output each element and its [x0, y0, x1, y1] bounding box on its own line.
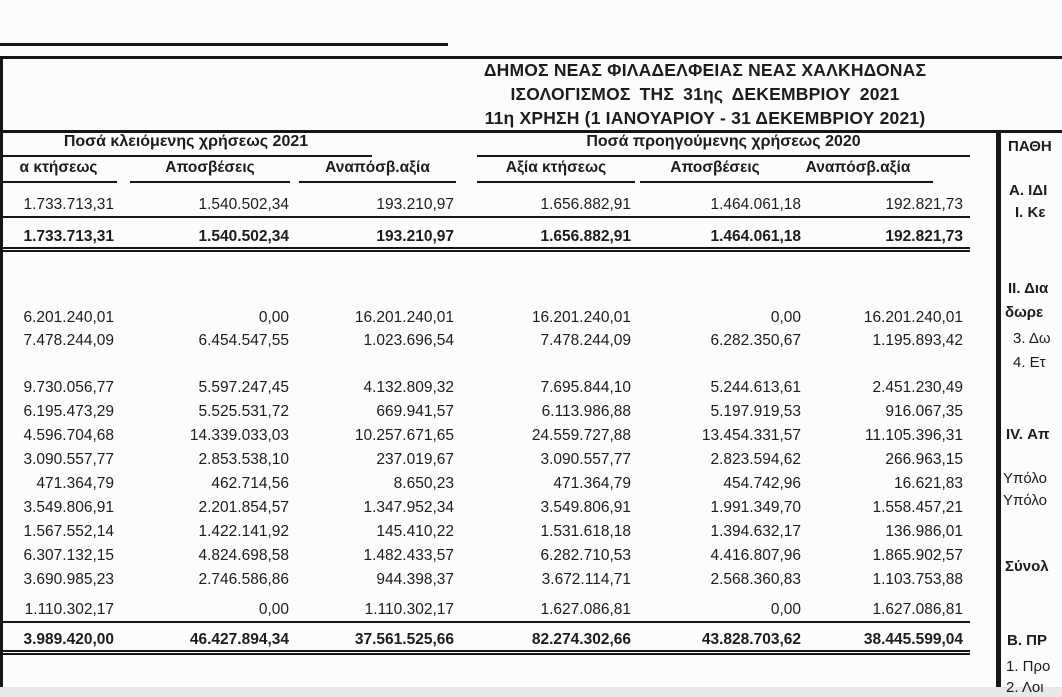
liabilities-panel-item: IV. Απ: [1006, 426, 1050, 443]
amount-cell: 7.478.244,09: [23, 332, 114, 349]
amount-cell: 82.274.302,66: [456, 629, 635, 655]
amount-cell: 916.067,35: [885, 403, 963, 420]
amount-cell: 266.963,15: [885, 451, 963, 468]
amount-cell: 6.282.710,53: [540, 547, 631, 564]
table-row: [0, 497, 970, 521]
liabilities-panel-item: Υπόλο: [1003, 492, 1048, 509]
table-row: [0, 545, 970, 569]
amount-cell: 9.730.056,77: [23, 379, 114, 396]
liabilities-panel-item: Α. ΙΔΙ: [1009, 182, 1048, 199]
amount-cell: 0,00: [258, 309, 289, 326]
amount-cell: 6.454.547,55: [198, 332, 289, 349]
amount-cell: 6.307.132,15: [23, 547, 114, 564]
liabilities-panel-item: δωρε: [1005, 304, 1044, 321]
liabilities-panel-item: Σύνολ: [1005, 558, 1049, 575]
amount-cell: 16.201.240,01: [863, 309, 963, 326]
amount-cell: 6.113.986,88: [541, 403, 631, 420]
amount-cell: 1.110.302,17: [291, 599, 456, 623]
column-header-net-value-2021: Αναπόσβ.αξία: [299, 157, 456, 183]
amount-cell: 4.596.704,68: [23, 427, 114, 444]
amount-cell: 5.597.247,45: [198, 379, 289, 396]
table-total-row: [0, 226, 970, 250]
amount-cell: 1.023.696,54: [363, 332, 454, 349]
amount-cell: 7.478.244,09: [540, 332, 631, 349]
amount-cell: 37.561.525,66: [291, 629, 456, 655]
document-title: [355, 58, 1055, 130]
amount-cell: 193.210,97: [291, 194, 456, 218]
amount-cell: 1.195.893,42: [872, 332, 963, 349]
fiscal-period-line: 11η ΧΡΗΣΗ (1 ΙΑΝΟΥΑΡΙΟΥ - 31 ΔΕΚΕΜΒΡΙΟΥ 2021): [484, 108, 926, 128]
column-header-depreciation-2021: Αποσβέσεις: [130, 157, 290, 183]
top-partial-horizontal-rule: [0, 43, 448, 46]
amount-cell: 7.695.844,10: [540, 379, 631, 396]
amount-cell: 3.549.806,91: [540, 499, 631, 516]
amount-cell: 1.464.061,18: [635, 226, 806, 252]
column-header-net-value-2020: Αναπόσβ.αξία: [783, 157, 933, 183]
table-row: [0, 307, 970, 331]
amount-cell: 4.416.807,96: [710, 547, 801, 564]
amount-cell: 237.019,67: [376, 451, 454, 468]
amount-cell: 0,00: [117, 599, 291, 623]
previous-year-group-header: Ποσά προηγούμενης χρήσεως 2020: [477, 133, 970, 157]
amount-cell: 11.105.396,31: [865, 427, 963, 444]
amount-cell: 24.559.727,88: [531, 427, 631, 444]
amount-cell: 2.853.538,10: [198, 451, 289, 468]
table-row: [0, 599, 970, 623]
amount-cell: 2.568.360,83: [710, 571, 801, 588]
liabilities-separator-vertical-rule: [996, 130, 1001, 687]
amount-cell: 6.195.473,29: [23, 403, 114, 420]
amount-cell: 46.427.894,34: [117, 629, 291, 655]
amount-cell: 13.454.331,57: [701, 427, 801, 444]
amount-cell: 1.733.713,31: [0, 194, 117, 218]
liabilities-panel-header: ΠΑΘΗ: [1008, 138, 1052, 155]
amount-cell: 1.567.552,14: [23, 523, 114, 540]
amount-cell: 192.821,73: [806, 226, 970, 252]
amount-cell: 1.347.952,34: [363, 499, 454, 516]
amount-cell: 1.110.302,17: [0, 599, 117, 623]
liabilities-panel-item: Υπόλο: [1003, 470, 1048, 487]
amount-cell: 1.540.502,34: [117, 194, 291, 218]
amount-cell: 5.244.613,61: [710, 379, 801, 396]
amount-cell: 1.482.433,57: [363, 547, 454, 564]
table-row: [0, 473, 970, 497]
amount-cell: 136.986,01: [885, 523, 963, 540]
table-row: [0, 377, 970, 401]
amount-cell: 1.733.713,31: [0, 226, 117, 252]
liabilities-panel-item: 2. Λοι: [1006, 679, 1044, 696]
table-row: [0, 330, 970, 354]
amount-cell: 1.558.457,21: [872, 499, 963, 516]
liabilities-panel-item: ΙΙ. Δια: [1008, 280, 1049, 297]
liabilities-panel-item: Β. ΠΡ: [1007, 632, 1048, 649]
amount-cell: 3.989.420,00: [0, 629, 117, 655]
liabilities-panel-item: 3. Δω: [1013, 330, 1051, 347]
amount-cell: 471.364,79: [36, 475, 114, 492]
table-row: [0, 401, 970, 425]
amount-cell: 145.410,22: [376, 523, 454, 540]
amount-cell: 2.746.586,86: [198, 571, 289, 588]
amount-cell: 5.197.919,53: [710, 403, 801, 420]
amount-cell: 1.540.502,34: [117, 226, 291, 252]
amount-cell: 1.627.086,81: [806, 599, 970, 623]
liabilities-panel-item: 1. Προ: [1006, 658, 1051, 675]
amount-cell: 669.941,57: [376, 403, 454, 420]
amount-cell: 5.525.531,72: [198, 403, 289, 420]
column-header-depreciation-2020: Αποσβέσεις: [640, 157, 790, 183]
table-row: [0, 194, 970, 218]
amount-cell: 1.656.882,91: [456, 226, 635, 252]
amount-cell: 16.621,83: [894, 475, 963, 492]
amount-cell: 3.672.114,71: [541, 571, 631, 588]
amount-cell: 2.823.594,62: [710, 451, 801, 468]
amount-cell: 1.464.061,18: [635, 194, 806, 218]
amount-cell: 471.364,79: [553, 475, 631, 492]
amount-cell: 14.339.033,03: [189, 427, 289, 444]
table-row: [0, 569, 970, 593]
amount-cell: 43.828.703,62: [635, 629, 806, 655]
amount-cell: 462.714,56: [211, 475, 289, 492]
amount-cell: 1.394.632,17: [710, 523, 801, 540]
amount-cell: 193.210,97: [291, 226, 456, 252]
amount-cell: 3.090.557,77: [23, 451, 114, 468]
municipality-name: ΔΗΜΟΣ ΝΕΑΣ ΦΙΛΑΔΕΛΦΕΙΑΣ ΝΕΑΣ ΧΑΛΚΗΔΟΝΑΣ: [483, 60, 927, 80]
amount-cell: 1.422.141,92: [198, 523, 289, 540]
amount-cell: 192.821,73: [806, 194, 970, 218]
amount-cell: 16.201.240,01: [354, 309, 454, 326]
liabilities-panel-item: Ι. Κε: [1015, 204, 1046, 221]
table-total-row: [0, 629, 970, 653]
amount-cell: 4.824.698,58: [198, 547, 289, 564]
amount-cell: 3.090.557,77: [540, 451, 631, 468]
amount-cell: 6.282.350,67: [710, 332, 801, 349]
amount-cell: 38.445.599,04: [806, 629, 970, 655]
column-header-acquisition-value-2020: Αξία κτήσεως: [477, 157, 635, 183]
amount-cell: 0,00: [770, 309, 801, 326]
amount-cell: 1.627.086,81: [456, 599, 635, 623]
amount-cell: 3.690.985,23: [23, 571, 114, 588]
column-header-acquisition-value-2021: α κτήσεως: [0, 157, 117, 183]
amount-cell: 2.451.230,49: [872, 379, 963, 396]
amount-cell: 454.742,96: [723, 475, 801, 492]
amount-cell: 1.103.753,88: [872, 571, 963, 588]
amount-cell: 4.132.809,32: [363, 379, 454, 396]
closing-year-group-header: Ποσά κλειόμενης χρήσεως 2021: [0, 133, 372, 157]
liabilities-panel-item: 4. Ετ: [1013, 354, 1046, 371]
amount-cell: 1.531.618,18: [540, 523, 631, 540]
amount-cell: 1.865.902,57: [872, 547, 963, 564]
balance-sheet-date-line: ΙΣΟΛΟΓΙΣΜΟΣ ΤΗΣ 31ης ΔΕΚΕΜΒΡΙΟΥ 2021: [510, 84, 900, 104]
amount-cell: 1.991.349,70: [710, 499, 801, 516]
amount-cell: 3.549.806,91: [23, 499, 114, 516]
amount-cell: 1.656.882,91: [456, 194, 635, 218]
amount-cell: 6.201.240,01: [23, 309, 114, 326]
amount-cell: 944.398,37: [376, 571, 454, 588]
amount-cell: 2.201.854,57: [198, 499, 289, 516]
amount-cell: 10.257.671,65: [354, 427, 454, 444]
table-row: [0, 449, 970, 473]
table-row: [0, 425, 970, 449]
amount-cell: 8.650,23: [393, 475, 454, 492]
table-row: [0, 521, 970, 545]
amount-cell: 16.201.240,01: [531, 309, 631, 326]
amount-cell: 0,00: [635, 599, 806, 623]
